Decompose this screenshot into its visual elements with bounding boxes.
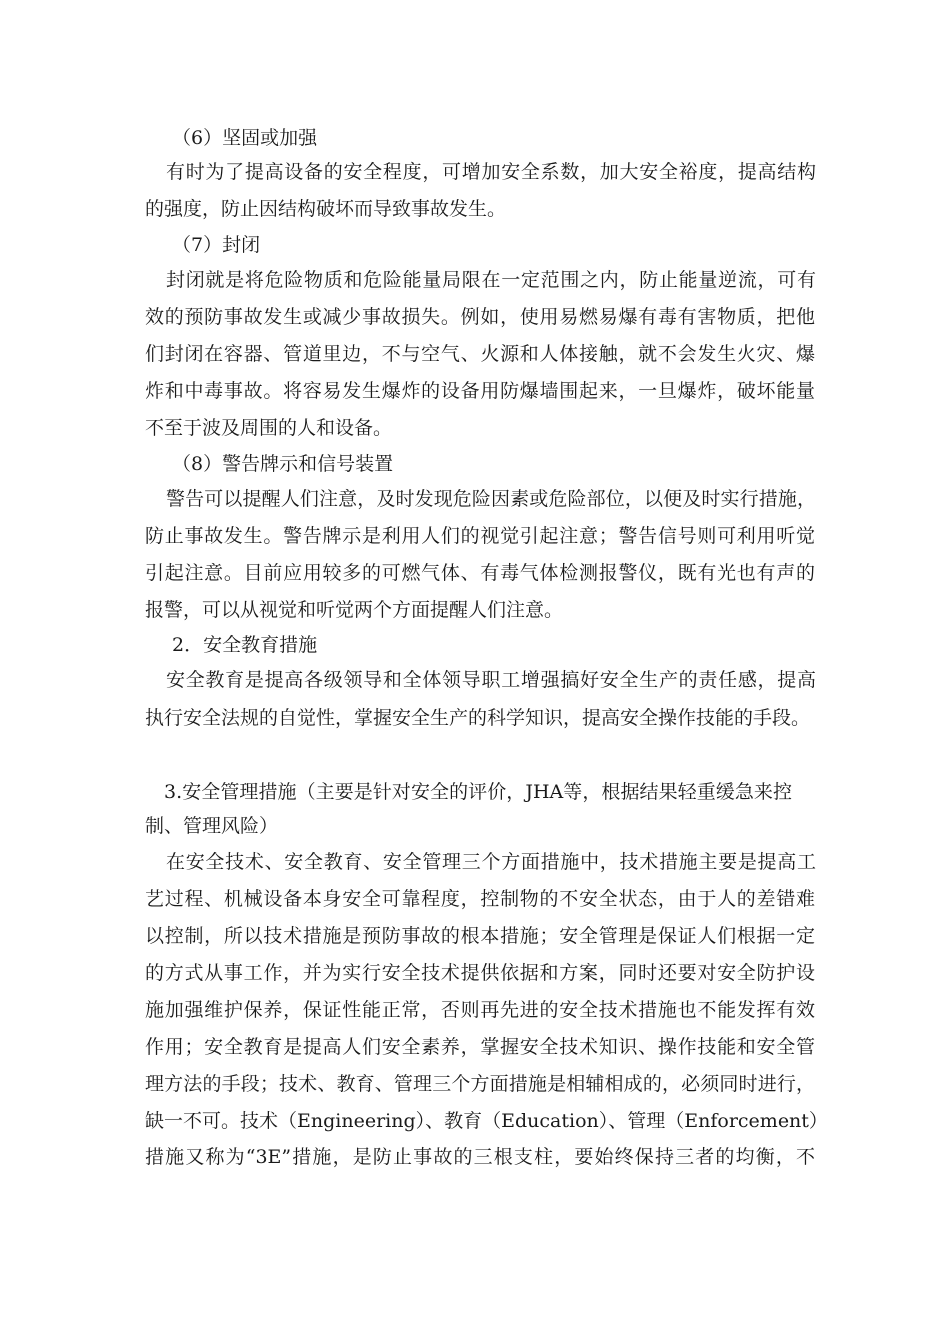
- paragraph-line: 措施又称为“3E”措施，是防止事故的三根支柱，要始终保持三者的均衡，不: [145, 1146, 815, 1168]
- paragraph-line: 有时为了提高设备的安全程度，可增加安全系数，加大安全裕度，提高结构: [166, 161, 816, 183]
- section-heading-2: 2．安全教育措施: [172, 634, 318, 656]
- paragraph-line: 们封闭在容器、管道里边，不与空气、火源和人体接触，就不会发生火灾、爆: [145, 343, 815, 365]
- section-heading-8: （8）警告牌示和信号装置: [172, 453, 394, 475]
- paragraph-line: 在安全技术、安全教育、安全管理三个方面措施中，技术措施主要是提高工: [166, 851, 816, 873]
- paragraph-line: 效的预防事故发生或减少事故损失。例如，使用易燃易爆有毒有害物质，把他: [145, 306, 815, 328]
- paragraph-line: 的强度，防止因结构破坏而导致事故发生。: [145, 198, 507, 220]
- paragraph-line: 以控制，所以技术措施是预防事故的根本措施；安全管理是保证人们根据一定: [145, 925, 815, 947]
- paragraph-line: 施加强维护保养，保证性能正常，否则再先进的安全技术措施也不能发挥有效: [145, 999, 815, 1021]
- paragraph-line: 炸和中毒事故。将容易发生爆炸的设备用防爆墙围起来，一旦爆炸，破坏能量: [145, 380, 815, 402]
- paragraph-line: 警告可以提醒人们注意，及时发现危险因素或危险部位，以便及时实行措施，: [166, 488, 816, 510]
- paragraph-line: 制、管理风险）: [145, 815, 279, 837]
- paragraph-line: 封闭就是将危险物质和危险能量局限在一定范围之内，防止能量逆流，可有: [166, 269, 816, 291]
- paragraph-line: 艺过程、机械设备本身安全可靠程度，控制物的不安全状态，由于人的差错难: [145, 888, 815, 910]
- paragraph-line: 缺一不可。技术（Engineering）、教育（Education）、管理（Enforcement）: [145, 1110, 828, 1132]
- paragraph-line: 报警，可以从视觉和听觉两个方面提醒人们注意。: [145, 599, 564, 621]
- paragraph-line: 安全教育是提高各级领导和全体领导职工增强搞好安全生产的责任感，提高: [166, 669, 816, 691]
- paragraph-line: 执行安全法规的自觉性，掌握安全生产的科学知识，提高安全操作技能的手段。: [145, 707, 811, 729]
- paragraph-line: 防止事故发生。警告牌示是利用人们的视觉引起注意；警告信号则可利用听觉: [145, 525, 815, 547]
- paragraph-line: 的方式从事工作，并为实行安全技术提供依据和方案，同时还要对安全防护设: [145, 962, 815, 984]
- section-heading-6: （6）坚固或加强: [172, 127, 318, 149]
- section-heading-3: 3.安全管理措施（主要是针对安全的评价，JHA等，根据结果轻重缓急来控: [164, 781, 792, 803]
- paragraph-line: 不至于波及周围的人和设备。: [145, 417, 393, 439]
- paragraph-line: 理方法的手段；技术、教育、管理三个方面措施是相辅相成的，必须同时进行，: [145, 1073, 815, 1095]
- section-heading-7: （7）封闭: [172, 234, 261, 256]
- paragraph-line: 引起注意。目前应用较多的可燃气体、有毒气体检测报警仪，既有光也有声的: [145, 562, 815, 584]
- paragraph-line: 作用；安全教育是提高人们安全素养，掌握安全技术知识、操作技能和安全管: [145, 1036, 815, 1058]
